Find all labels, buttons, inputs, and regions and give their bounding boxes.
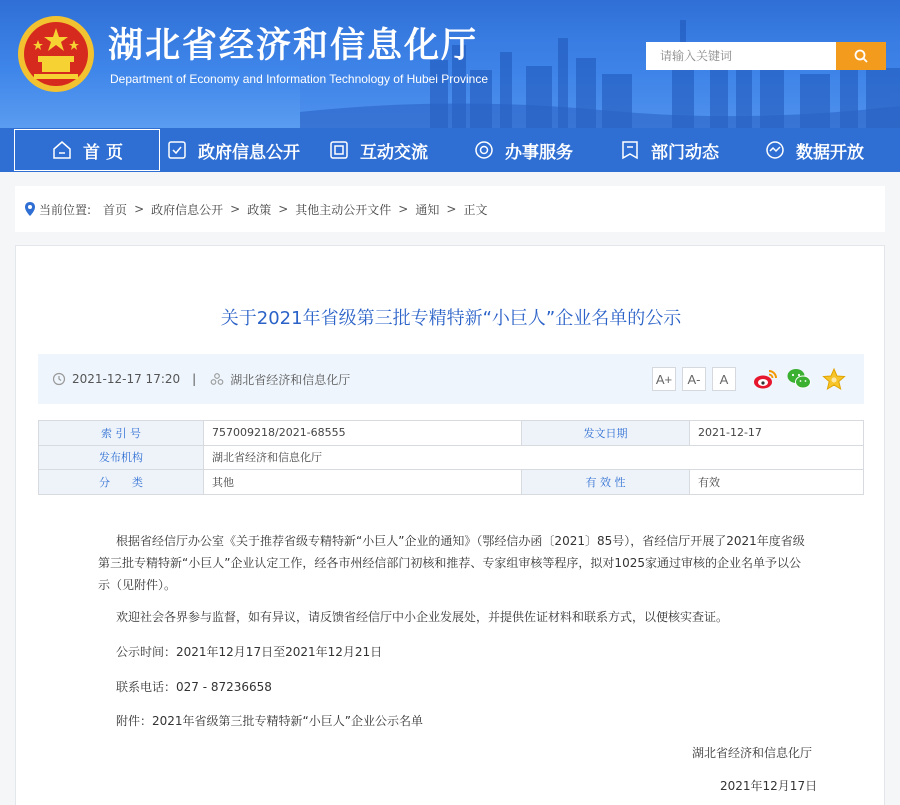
search-input[interactable] <box>646 42 836 70</box>
font-size-decrease-button[interactable]: A- <box>682 367 706 391</box>
weibo-share-icon[interactable] <box>752 367 778 391</box>
nav-item-gov-info[interactable] <box>166 128 300 172</box>
attachment-link[interactable]: 附件：2021年省级第三批专精特新“小巨人”企业公示名单 <box>116 714 423 728</box>
signature-date: 2021年12月17日 <box>720 779 818 793</box>
article-body <box>98 530 810 596</box>
breadcrumb-link-policy[interactable]: 政策 <box>247 202 272 217</box>
breadcrumb-separator: > <box>230 202 241 216</box>
national-emblem-logo <box>16 14 96 94</box>
table-row <box>39 470 864 495</box>
organization-icon <box>210 372 224 386</box>
service-icon <box>473 139 495 161</box>
issue-date-label: 发文日期 <box>522 421 690 446</box>
favorite-star-icon[interactable] <box>821 367 847 391</box>
search-icon <box>854 49 868 63</box>
clock-icon <box>52 372 66 386</box>
breadcrumb-separator: > <box>134 202 145 216</box>
article-title: 关于2021年省级第三批专精特新“小巨人”企业名单的公示 <box>220 308 682 329</box>
nav-item-label: 办事服务 <box>505 142 573 163</box>
search-button[interactable] <box>836 42 886 70</box>
breadcrumb-separator: > <box>446 202 457 216</box>
validity-value: 有效 <box>690 470 864 495</box>
nav-item-label: 数据开放 <box>796 142 864 163</box>
article-datetime: 2021-12-17 17:20 <box>72 372 181 386</box>
nav-item-home[interactable] <box>14 129 160 171</box>
body-paragraph: 根据省经信厅办公室《关于推荐省级专精特新“小巨人”企业的通知》（鄂经信办函〔2021〕85号），省经信厅开展了2021年度省级第三批专精特新“小巨人”企业认定工作，经各市州经信部门初核和推荐、专家组审核等程序，拟对1025家通过审核的企业名单予以公示（见附件）。 <box>98 534 805 592</box>
wechat-share-icon[interactable] <box>786 367 812 391</box>
issue-date-value: 2021-12-17 <box>690 421 864 446</box>
nav-item-dept-news[interactable] <box>619 128 719 172</box>
body-paragraph: 欢迎社会各界参与监督，如有异议，请反馈省经信厅中小企业发展处，并提供佐证材料和联系方式，以便核实查证。 <box>116 610 729 624</box>
article-meta-bar <box>38 354 864 404</box>
breadcrumb-prefix: 当前位置: <box>39 202 92 217</box>
breadcrumb-current: 正文 <box>463 202 488 217</box>
nav-item-services[interactable] <box>473 128 573 172</box>
index-number-label: 索 引 号 <box>39 421 204 446</box>
dynamics-icon <box>619 139 641 161</box>
contact-phone: 联系电话：027 - 87236658 <box>116 680 272 694</box>
issuer-label: 发布机构 <box>39 445 204 470</box>
table-row <box>39 421 864 446</box>
location-pin-icon <box>25 202 35 216</box>
site-title: 湖北省经济和信息化厅 <box>108 26 479 66</box>
announce-period: 公示时间：2021年12月17日至2021年12月21日 <box>116 645 383 659</box>
breadcrumb <box>15 186 885 232</box>
breadcrumb-link-gov-info[interactable]: 政府信息公开 <box>151 202 224 217</box>
article-publisher: 湖北省经济和信息化厅 <box>230 372 351 387</box>
index-number-value: 757009218/2021-68555 <box>204 421 522 446</box>
table-row <box>39 445 864 470</box>
document-info-table <box>38 420 864 495</box>
breadcrumb-separator: > <box>398 202 409 216</box>
breadcrumb-link-notice[interactable]: 通知 <box>415 202 440 217</box>
site-header <box>0 0 900 128</box>
nav-item-interaction[interactable] <box>328 128 428 172</box>
home-icon <box>51 139 73 161</box>
category-label: 分 类 <box>39 470 204 495</box>
nav-item-label: 首 页 <box>83 142 123 163</box>
breadcrumb-link-other-files[interactable]: 其他主动公开文件 <box>295 202 392 217</box>
nav-item-label: 部门动态 <box>651 142 719 163</box>
validity-label: 有 效 性 <box>522 470 690 495</box>
nav-item-label: 政府信息公开 <box>198 142 300 163</box>
breadcrumb-separator: > <box>278 202 289 216</box>
nav-item-label: 互动交流 <box>360 142 428 163</box>
document-icon <box>166 139 188 161</box>
nav-item-open-data[interactable] <box>764 128 864 172</box>
category-value: 其他 <box>204 470 522 495</box>
issuer-value: 湖北省经济和信息化厅 <box>204 445 864 470</box>
site-subtitle: Department of Economy and Information Technology of Hubei Province <box>110 72 488 86</box>
breadcrumb-link-home[interactable]: 首页 <box>103 202 128 217</box>
article-card <box>15 245 885 805</box>
main-nav <box>0 128 900 172</box>
font-size-increase-button[interactable]: A+ <box>652 367 676 391</box>
data-icon <box>764 139 786 161</box>
signature-organization: 湖北省经济和信息化厅 <box>692 746 813 760</box>
meta-divider: | <box>192 372 197 386</box>
interact-icon <box>328 139 350 161</box>
font-size-reset-button[interactable]: A <box>712 367 736 391</box>
